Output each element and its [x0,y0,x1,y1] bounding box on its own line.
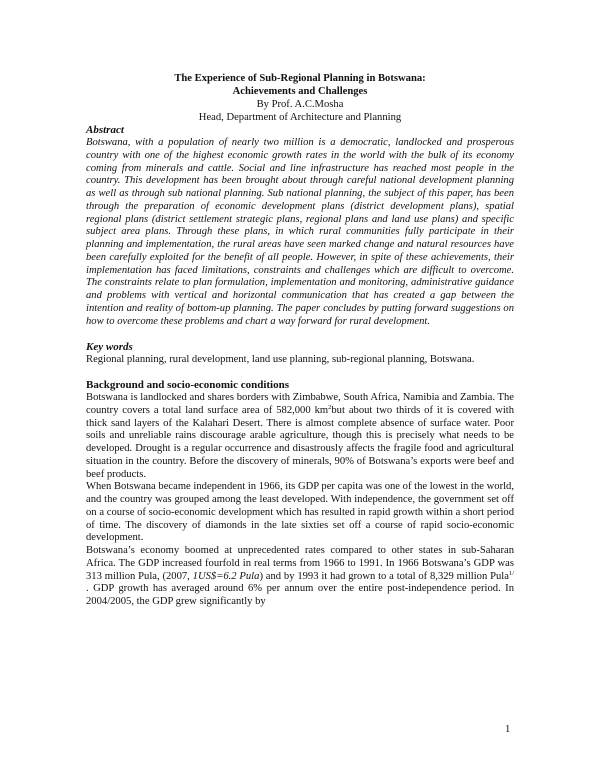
author-line: By Prof. A.C.Mosha [256,99,344,110]
paper-title-line2: Achievements and Challenges [232,86,368,97]
background-paragraph-1: Botswana is landlocked and shares borders with Zimbabwe, South Africa, Namibia and Zambia. The country covers a total land surface area of 582,000 $km^2but$ about two thirds of it is covered with thick sand layers of the Kalahari Desert. There is almost complete absence of surface water. Poor soils and unreliable rains discourage arable agriculture, though this is precisely what needs to be developed. Drought is a regular occurrence and disastrously affects the fragile food and agricultural situation in the country. Before the discovery of minerals, 90% of Botswana’s exports were beef and beef products. [86,392,515,480]
background-paragraph-2: When Botswana became independent in 1966, its GDP per capita was one of the lowest in the world, and the country was grouped among the least developed. With independence, the government set off on a course of socio-economic development which has resulted in rapid growth within a short period of time. The discovery of diamonds in the late sixties set off a course of rapid socio-economic development. [86,481,514,544]
affiliation-line: Head, Department of Architecture and Planning [198,112,402,123]
keywords-body: Regional planning, rural development, land use planning, sub-regional planning, Botswana. [86,353,475,365]
background-paragraph-3: Botswana’s economy boomed at unprecedented rates compared to other states in sub-Saharan Africa. The GDP increased fourfold in real terms from 1966 to 1991. In 1966 Botswana’s GDP was 313 million Pula, (2007, 1US$=6.2 Pula) and by 1993 it had grown to a total of 8,329 million Pula$^{1/}$ . GDP growth has averaged around 6% per annum over the entire post-independence period. In 2004/2005, the GDP grew significantly by [86,545,514,607]
title-block [86,72,514,124]
page-number: 1 [505,724,511,735]
document-page [86,72,514,609]
abstract-body: Botswana, with a population of nearly two million is a democratic, landlocked and prosperous country with one of the highest economic growth rates in the world with the bulk of its economy coming from minerals and cattle. Social and line infrastructure has reached most people in the country. This development has been brought about through careful national development planning as well as through sub national planning. Sub national planning, the subject of this paper, has been through the preparation of economic development plans (district development plans), spatial regional plans (district settlement strategic plans, regional plans and land use plans) and specific subject area plans. Through these plans, in which rural communities fully participate in their planning and implementation, the rural areas have seen marked change and natural resources have been carefully exploited for the benefit of all people. However, in spite of these achievements, their implementation has faced limitations, constraints and challenges which are difficult to overcome. The constraints relate to plan formulation, implementation and monitoring, administrative guidance and problems with vertical and horizontal communication that has created a gap between the intention and reality of bottom-up planning. The paper concludes by putting forward suggestions on how to overcome these problems and chart a way forward for rural development. [86,137,514,327]
keywords-heading: Key words [86,340,133,353]
abstract-heading: Abstract [86,124,124,136]
background-heading: Background and socio-economic conditions [86,379,290,391]
paper-title-line1: The Experience of Sub-Regional Planning in Botswana: [174,73,426,84]
